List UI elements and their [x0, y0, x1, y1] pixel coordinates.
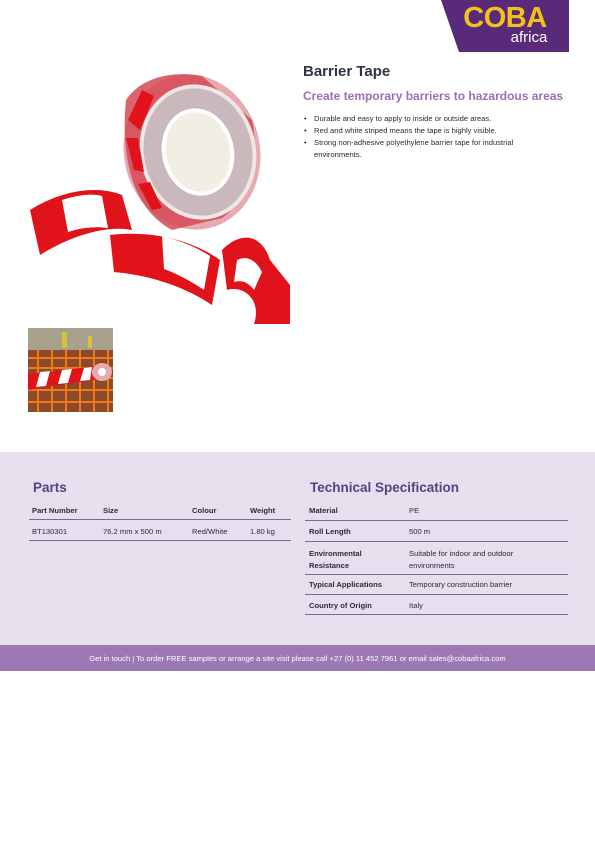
spec-value: Temporary construction barrier [409, 580, 512, 589]
product-site-thumbnail [28, 328, 113, 412]
spec-label: Environmental Resistance [309, 549, 362, 570]
footer-contact-text: Get in touch | To order FREE samples or arrange a site visit please call +27 (0) 11 452 7961 or email sales@cobaafrica.com [89, 653, 506, 663]
product-hero-image [22, 60, 292, 326]
parts-heading: Parts [33, 480, 67, 495]
part-number-cell: BT130301 [32, 527, 68, 536]
feature-item: • Strong non-adhesive polyethylene barrier tape for industrial environments. [303, 137, 553, 161]
feature-item: • Durable and easy to apply to inside or outside areas. [303, 113, 553, 125]
feature-list [303, 113, 553, 161]
spec-label: Country of Origin [309, 601, 372, 610]
spec-table [305, 502, 568, 616]
footer-contact-bar [0, 645, 595, 671]
divider [305, 520, 568, 521]
feature-item: • Red and white striped means the tape is highly visible. [303, 125, 553, 137]
spec-value: PE [409, 506, 420, 515]
parts-col-part-number: Part Number [32, 506, 78, 515]
product-subtitle: Create temporary barriers to hazardous areas [303, 89, 564, 103]
parts-col-weight: Weight [250, 506, 276, 515]
parts-table [29, 502, 291, 562]
weight-cell: 1.80 kg [250, 527, 275, 536]
spec-value: Italy [409, 601, 423, 610]
colour-cell: Red/White [192, 527, 228, 536]
logo-brand-name: COBA [463, 2, 547, 34]
divider [29, 540, 291, 541]
spec-label: Typical Applications [309, 580, 382, 589]
spec-value: Suitable for indoor and outdoor environments [409, 549, 514, 570]
parts-col-size: Size [103, 506, 119, 515]
spec-label: Material [309, 506, 338, 515]
divider [305, 614, 568, 615]
spec-value: 500 m [409, 527, 431, 536]
divider [305, 541, 568, 542]
size-cell: 76.2 mm x 500 m [103, 527, 162, 536]
logo-brand-sub: africa [510, 29, 548, 46]
divider [305, 574, 568, 575]
spec-label: Roll Length [309, 527, 351, 536]
coba-africa-logo [441, 0, 569, 52]
parts-col-colour: Colour [192, 506, 217, 515]
spec-heading: Technical Specification [310, 480, 460, 495]
divider [305, 594, 568, 595]
product-title: Barrier Tape [303, 63, 391, 80]
divider [29, 519, 291, 520]
